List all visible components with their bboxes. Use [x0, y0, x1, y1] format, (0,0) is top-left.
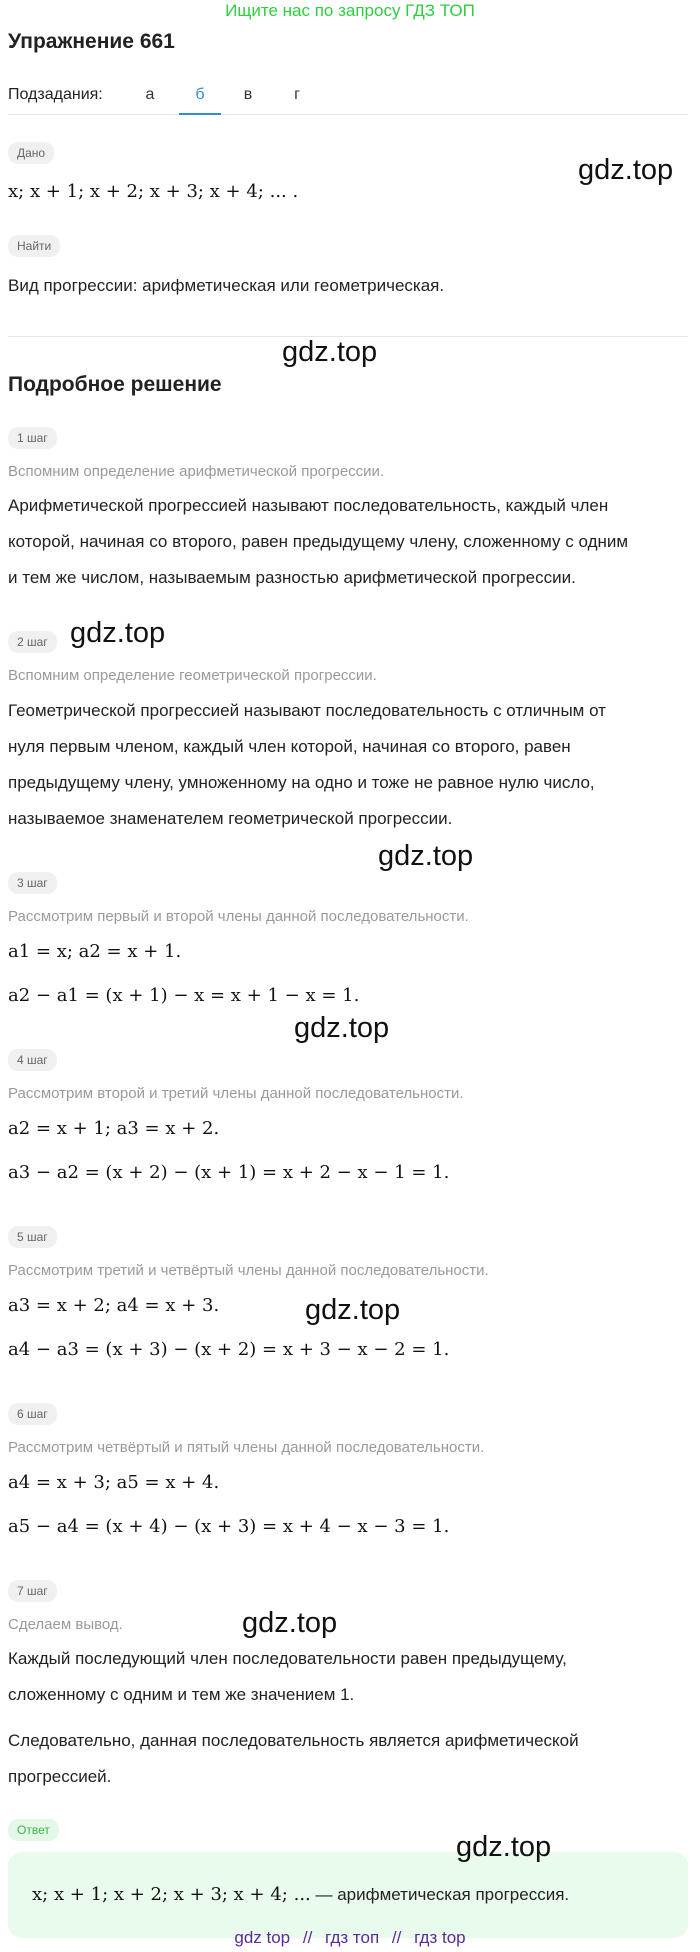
tab-b[interactable]: б: [195, 86, 205, 103]
step-equation: a4 − a3 = (x + 3) − (x + 2) = x + 3 − x − 2 = 1.: [8, 1339, 450, 1360]
step-text-line: предыдущему члену, умноженному на одно и тоже не равное нулю число,: [8, 773, 595, 792]
step-text-line: прогрессией.: [8, 1767, 112, 1786]
find-text: Вид прогрессии: арифметическая или геометрическая.: [8, 276, 445, 295]
watermark: gdz.top: [242, 1607, 338, 1639]
step-equation: a3 = x + 2; a4 = x + 3.: [8, 1295, 220, 1316]
footer-link-gdz-top-ru[interactable]: гдз топ: [325, 1928, 380, 1947]
step-chip: 7 шаг: [8, 1580, 57, 1602]
given-expression: x; x + 1; x + 2; x + 3; x + 4; ... .: [8, 181, 299, 202]
footer-links: [0, 1928, 700, 1948]
answer-expression: x; x + 1; x + 2; x + 3; x + 4; ...: [32, 1884, 311, 1905]
footer-separator: //: [302, 1928, 313, 1947]
watermark: gdz.top: [294, 1012, 390, 1044]
watermark: gdz.top: [578, 154, 674, 186]
watermark: gdz.top: [378, 840, 474, 872]
watermark: gdz.top: [305, 1294, 401, 1326]
subtasks-label: Подзадания:: [8, 86, 103, 103]
step-text-line: и тем же числом, называемым разностью арифметической прогрессии.: [8, 568, 576, 587]
step-equation: a2 − a1 = (x + 1) − x = x + 1 − x = 1.: [8, 985, 360, 1006]
step-hint: Рассмотрим четвёртый и пятый члены данной последовательности.: [8, 1439, 485, 1456]
step-text-line: Каждый последующий член последовательности равен предыдущему,: [8, 1649, 567, 1668]
step-text-line: Геометрической прогрессией называют последовательность с отличным от: [8, 701, 606, 720]
step-chip: 4 шаг: [8, 1049, 57, 1071]
step-chip: 1 шаг: [8, 427, 57, 449]
step-chip: 2 шаг: [8, 631, 57, 653]
top-banner[interactable]: Ищите нас по запросу ГДЗ ТОП: [225, 1, 475, 20]
step-text-line: сложенному с одним и тем же значением 1.: [8, 1685, 355, 1704]
step-chip: 3 шаг: [8, 872, 57, 894]
page-title: Упражнение 661: [8, 30, 175, 53]
footer-link-gdz-top-mixed[interactable]: гдз top: [414, 1928, 466, 1947]
step-equation: a4 = x + 3; a5 = x + 4.: [8, 1472, 220, 1493]
step-equation: a5 − a4 = (x + 4) − (x + 3) = x + 4 − x − 3 = 1.: [8, 1516, 450, 1537]
step-hint: Рассмотрим первый и второй члены данной последовательности.: [8, 908, 469, 925]
tab-g[interactable]: г: [294, 86, 300, 103]
answer-chip: Ответ: [8, 1819, 59, 1841]
answer-text: — арифметическая прогрессия.: [310, 1885, 570, 1904]
solution-title: Подробное решение: [8, 373, 222, 396]
step-hint: Рассмотрим второй и третий члены данной последовательности.: [8, 1085, 464, 1102]
tab-a[interactable]: а: [145, 86, 155, 103]
find-chip: Найти: [8, 235, 60, 257]
step-equation: a3 − a2 = (x + 2) − (x + 1) = x + 2 − x − 1 = 1.: [8, 1162, 450, 1183]
step-text-line: Следовательно, данная последовательность является арифметической: [8, 1731, 579, 1750]
active-tab-indicator: [179, 113, 221, 115]
footer-separator: //: [391, 1928, 402, 1947]
step-hint: Вспомним определение арифметической прогрессии.: [8, 463, 385, 480]
answer-line: [32, 1884, 569, 1905]
step-chip: 5 шаг: [8, 1226, 57, 1248]
step-text-line: которой, начиная со второго, равен предыдущему члену, сложенному с одним: [8, 532, 629, 551]
footer-link-gdz-top[interactable]: gdz top: [234, 1928, 291, 1947]
step-text-line: нуля первым членом, каждый член которой, начиная со второго, равен: [8, 737, 571, 756]
step-equation: a1 = x; a2 = x + 1.: [8, 941, 182, 962]
step-text-line: называемое знаменателем геометрической прогрессии.: [8, 809, 453, 828]
watermark: gdz.top: [456, 1831, 552, 1863]
step-text-line: Арифметической прогрессией называют последовательность, каждый член: [8, 496, 609, 515]
step-hint: Вспомним определение геометрической прогрессии.: [8, 667, 377, 684]
watermark: gdz.top: [282, 336, 378, 368]
tab-v[interactable]: в: [243, 86, 253, 103]
tabs-divider: [8, 114, 688, 115]
given-chip: Дано: [8, 142, 54, 164]
step-hint: Сделаем вывод.: [8, 1616, 123, 1633]
watermark: gdz.top: [70, 617, 166, 649]
step-hint: Рассмотрим третий и четвёртый члены данной последовательности.: [8, 1262, 489, 1279]
step-equation: a2 = x + 1; a3 = x + 2.: [8, 1118, 220, 1139]
step-chip: 6 шаг: [8, 1403, 57, 1425]
